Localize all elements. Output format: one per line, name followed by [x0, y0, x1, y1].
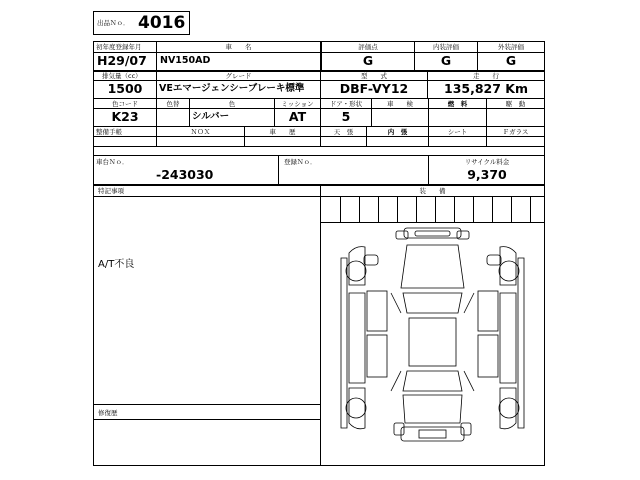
- grade: VEエマージェンシーブレーキ標準: [159, 83, 305, 94]
- equipment-cell-divider: [359, 196, 360, 222]
- chassis-number: -243030: [156, 167, 214, 182]
- vehicle-history-label: 車 歴: [269, 128, 296, 136]
- vehicle-info-grid: [93, 41, 545, 156]
- car-name-label: 車 名: [225, 43, 252, 51]
- equipment-cell-divider: [530, 196, 531, 222]
- equipment-box: [320, 185, 545, 466]
- right-rear-fender-outline: [500, 388, 516, 429]
- left-front-fender-outline: [349, 247, 365, 285]
- score-label: 評価点: [358, 43, 378, 51]
- front-windshield-outline: [403, 293, 462, 313]
- license-plate-outline: [419, 430, 446, 438]
- mission: AT: [288, 109, 307, 124]
- left-mirror-outline: [364, 255, 378, 265]
- lot-number-label: 出品Ｎｏ．: [97, 19, 130, 27]
- right-rear-door-outline: [478, 335, 498, 377]
- c-pillar-right-outline: [464, 371, 474, 391]
- notes-label: 特記事項: [98, 187, 124, 195]
- color-code: K23: [111, 109, 139, 124]
- left-sill-outline: [341, 258, 347, 428]
- model-label: 型 式: [361, 72, 387, 80]
- inspection-label: 車 検: [387, 100, 413, 108]
- front-bumper-outline: [404, 228, 461, 238]
- equipment-label: 装 備: [419, 187, 446, 195]
- headliner-label: 天 張: [333, 128, 354, 136]
- fuel-label: 燃 料: [447, 100, 468, 108]
- exterior-score: G: [505, 53, 517, 68]
- model-code: DBF-VY12: [339, 81, 409, 96]
- a-pillar-right-outline: [464, 293, 474, 313]
- right-front-door-outline: [478, 291, 498, 331]
- equipment-cell-divider: [511, 196, 512, 222]
- color-code-label: 色コード: [112, 100, 138, 108]
- notes-text: A/T不良: [98, 259, 135, 270]
- row-divider: [94, 419, 320, 420]
- drive-label: 駆 動: [505, 100, 526, 108]
- car-name: NV150AD: [160, 55, 211, 66]
- equipment-cell-divider: [378, 196, 379, 222]
- row-divider: [94, 146, 544, 147]
- col-divider: [278, 156, 279, 184]
- a-pillar-left-outline: [391, 293, 401, 313]
- roof-outline: [409, 318, 456, 366]
- displacement-label: 排気量（cc）: [102, 72, 142, 80]
- equipment-cell-divider: [435, 196, 436, 222]
- equipment-cell-divider: [416, 196, 417, 222]
- right-sill-outline: [518, 258, 524, 428]
- color: シルバー: [192, 111, 230, 122]
- equipment-cell-divider: [454, 196, 455, 222]
- left-side-panel-outline: [349, 293, 365, 383]
- rear-bumper-outline: [401, 427, 464, 441]
- doors: 5: [341, 109, 351, 124]
- right-front-fender-outline: [500, 247, 516, 285]
- chassis-row: [93, 155, 545, 185]
- nox-label: ＮＯＸ: [190, 128, 211, 136]
- front-grille-outline: [415, 231, 450, 236]
- exterior-score-label: 外装評価: [498, 43, 524, 51]
- lot-number-box: [93, 11, 190, 35]
- mileage-label: 走 行: [473, 72, 499, 80]
- interior-trim-label: 内 張: [387, 128, 408, 136]
- rear-hatch-outline: [403, 395, 462, 423]
- mileage: 135,827 Km: [444, 81, 528, 96]
- interior-score-label: 内装評価: [433, 43, 459, 51]
- lot-number: 4016: [138, 13, 186, 33]
- recycle-fee-label: リサイクル料金: [464, 158, 510, 166]
- seat-label: シート: [447, 128, 468, 136]
- year-label: 初年度登録年月: [96, 43, 142, 51]
- repair-history-box: [93, 404, 321, 466]
- recycle-fee: 9,370: [467, 167, 507, 182]
- overall-score: G: [362, 53, 374, 68]
- repair-history-label: 修復歴: [98, 409, 118, 417]
- equipment-cell-divider: [340, 196, 341, 222]
- first-registration-year: H29/07: [97, 53, 147, 68]
- doors-label: ドア・形状: [329, 100, 363, 108]
- right-side-panel-outline: [500, 293, 516, 383]
- hood-outline: [401, 245, 464, 288]
- equipment-cell-divider: [492, 196, 493, 222]
- row-divider: [94, 196, 320, 197]
- car-condition-diagram: [321, 223, 544, 465]
- left-front-door-outline: [367, 291, 387, 331]
- equipment-cell-divider: [397, 196, 398, 222]
- front-glass-label: Ｆガラス: [502, 128, 529, 136]
- left-rear-door-outline: [367, 335, 387, 377]
- registration-number-label: 登録Ｎｏ．: [284, 158, 317, 166]
- displacement: 1500: [107, 81, 143, 96]
- chassis-number-label: 車台Ｎｏ．: [96, 158, 129, 166]
- color-swap-label: 色替: [166, 100, 180, 108]
- c-pillar-left-outline: [391, 371, 401, 391]
- interior-score: G: [440, 53, 452, 68]
- tail-light-right-outline: [461, 423, 471, 435]
- color-label: 色: [228, 100, 236, 108]
- rear-window-outline: [403, 371, 462, 391]
- right-mirror-outline: [487, 255, 501, 265]
- mission-label: ミッション: [281, 100, 314, 108]
- tail-light-left-outline: [394, 423, 404, 435]
- left-rear-fender-outline: [349, 388, 365, 429]
- notes-box: [93, 185, 321, 405]
- maintenance-book-label: 整備手帳: [96, 128, 122, 136]
- equipment-cell-divider: [473, 196, 474, 222]
- grade-label: グレード: [225, 72, 252, 80]
